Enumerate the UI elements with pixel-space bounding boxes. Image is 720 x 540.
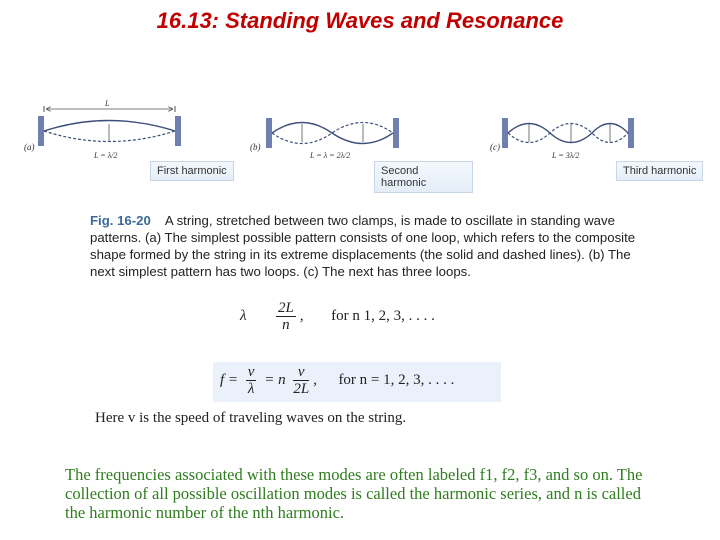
wavelength-denominator: n [282, 317, 290, 333]
frequency-den2: 2L [293, 381, 310, 397]
figure-panel-b [248, 112, 473, 189]
frequency-den1: λ [247, 381, 255, 397]
frequency-lhs: f = [220, 371, 239, 388]
frequency-num1: v [247, 364, 255, 380]
figure-number: Fig. 16-20 [90, 213, 151, 228]
slide-title: 16.13: Standing Waves and Resonance [156, 8, 564, 33]
frequency-equation: f = $\frac{v}{\lambda}$ = n $\frac{v}{2L}$ , for n = 1, 2, 3, . . . . [220, 364, 455, 397]
speed-note: Here v is the speed of traveling waves on the string. [95, 410, 407, 426]
harmonic-label-first: First harmonic [150, 161, 234, 181]
frequency-fraction-1 [246, 364, 257, 397]
panel-tag-c: (c) [490, 142, 500, 152]
wavelength-lhs: λ [240, 307, 247, 324]
wavelength-equation: λ $\frac{2L}{n}$ , for n 1, 2, 3, . . . . [240, 300, 435, 333]
harmonic-label-third: Third harmonic [616, 161, 703, 181]
frequency-mid: = n [264, 371, 286, 388]
frequency-num2: v [293, 364, 309, 381]
figure-caption [90, 212, 640, 280]
frequency-fraction-2 [293, 364, 309, 397]
figure-caption-text: A string, stretched between two clamps, is made to oscillate in standing wave patterns. (a) The simplest possible pattern consists of one loop, which refers to the composite shape formed by the string in its extreme displacements (the solid and dashed lines). (b) The next simplest pattern has two loops. (c) The next has three loops. [90, 213, 636, 279]
wavelength-condition: for n 1, 2, 3, . . . . [331, 307, 435, 324]
frequency-condition: for n = 1, 2, 3, . . . . [338, 371, 455, 388]
wavelength-fraction [276, 300, 296, 333]
wavelength-numerator: 2L [278, 300, 294, 316]
harmonic-label-second: Second harmonic [374, 161, 473, 193]
modes-note: The frequencies associated with these modes are often labeled f1, f2, f3, and so on. The collection of all possible oscillation modes is called the harmonic series, and n is called the harmonic number of the nth harmonic. [65, 465, 643, 522]
length-equation-a: L = λ/2 [94, 151, 118, 160]
length-symbol: L [105, 99, 110, 108]
length-equation-c: L = 3λ/2 [552, 151, 580, 160]
length-equation-b: L = λ = 2λ/2 [310, 151, 351, 160]
panel-tag-b: (b) [250, 142, 261, 152]
figure-panel-c [490, 112, 705, 186]
figure-panel-a [22, 98, 237, 186]
panel-tag-a: (a) [24, 142, 35, 152]
